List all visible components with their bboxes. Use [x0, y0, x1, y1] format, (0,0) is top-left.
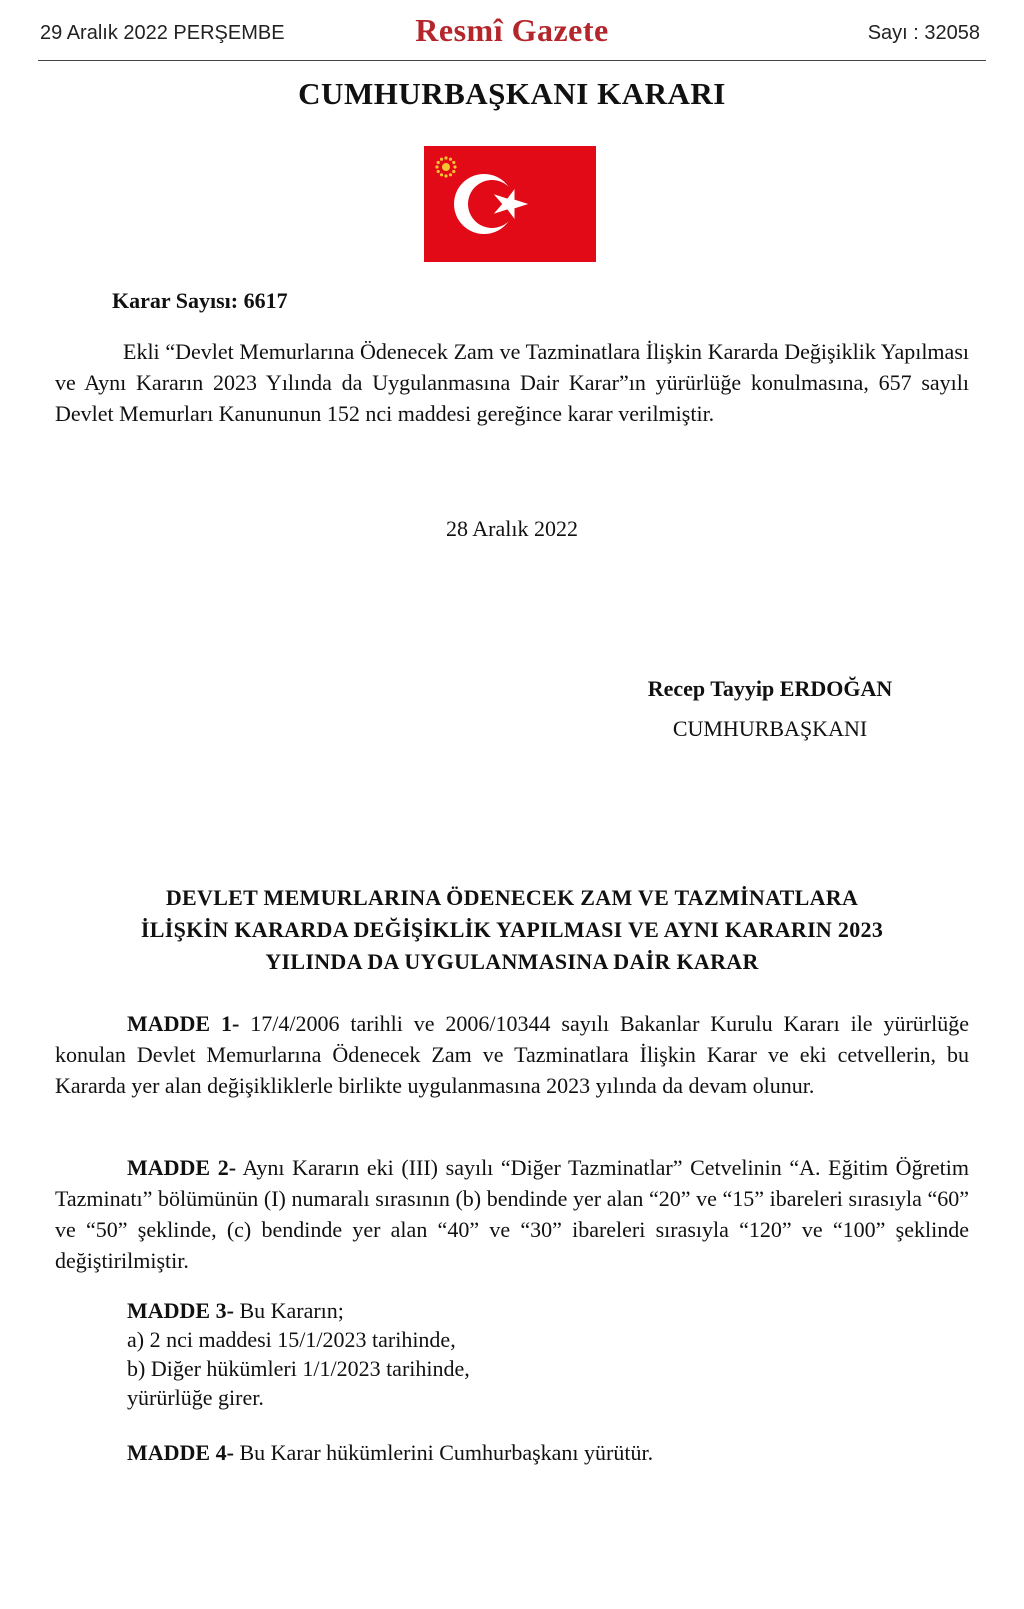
article-2 — [55, 1152, 969, 1276]
article-4 — [127, 1440, 653, 1466]
document-heading: CUMHURBAŞKANI KARARI — [298, 76, 726, 111]
decision-number: Karar Sayısı: 6617 — [112, 288, 288, 313]
signatory-title: CUMHURBAŞKANI — [672, 716, 868, 741]
issue-number: Sayı : 32058 — [867, 22, 980, 44]
gazette-title: Resmî Gazete — [415, 12, 609, 48]
article-label: MADDE 4- — [127, 1440, 234, 1465]
annex-title-line: DEVLET MEMURLARINA ÖDENECEK ZAM VE TAZMİNATLARA — [165, 885, 859, 910]
gazette-header — [38, 12, 986, 61]
annex-title-line: YILINDA DA UYGULANMASINA DAİR KARAR — [265, 949, 759, 974]
article-item: a) 2 nci maddesi 15/1/2023 tarihinde, — [127, 1327, 456, 1352]
article-text: Bu Kararın; — [233, 1298, 344, 1323]
annex-title — [100, 882, 924, 978]
article-label: MADDE 1- — [127, 1011, 240, 1036]
article-label: MADDE 3- — [127, 1298, 234, 1323]
article-text: Bu Karar hükümlerini Cumhurbaşkanı yürütür. — [233, 1440, 654, 1465]
issue-date: 29 Aralık 2022 PERŞEMBE — [40, 22, 285, 44]
article-text: Aynı Kararın eki (III) sayılı “Diğer Tazminatlar” Cetvelinin “A. Eğitim Öğretim Tazminatı” bölümünün (I) numaralı sırasının (b) bendinde yer alan “20” ve “15” ibareleri sırasıyla “60” ve “50” şeklinde, (c) bendinde yer alan “40” ve “30” ibareleri sırasıyla “120” ve “100” şeklinde değiştirilmiştir. — [55, 1155, 969, 1273]
article-3 — [127, 1296, 470, 1412]
article-closing: yürürlüğe girer. — [127, 1385, 264, 1410]
article-item: b) Diğer hükümleri 1/1/2023 tarihinde, — [127, 1356, 470, 1381]
signatory-name: Recep Tayyip ERDOĞAN — [647, 676, 893, 701]
decision-date: 28 Aralık 2022 — [446, 516, 578, 541]
annex-title-line: İLİŞKİN KARARDA DEĞİŞİKLİK YAPILMASI VE AYNI KARARIN 2023 — [140, 917, 884, 942]
turkish-flag-icon — [424, 146, 596, 262]
article-label: MADDE 2- — [127, 1155, 237, 1180]
article-text: 17/4/2006 tarihli ve 2006/10344 sayılı Bakanlar Kurulu Kararı ile yürürlüğe konulan Devlet Memurlarına Ödenecek Zam ve Tazminatlara İlişkin Karar ve eki cetvellerin, bu Kararda yer alan değişikliklerle birlikte uygulanmasına 2023 yılında da devam olunur. — [55, 1011, 969, 1098]
article-1 — [55, 1008, 969, 1101]
intro-paragraph: Ekli “Devlet Memurlarına Ödenecek Zam ve Tazminatlara İlişkin Kararda Değişiklik Yapılması ve Aynı Kararın 2023 Yılında da Uygulanmasına Dair Karar”ın yürürlüğe konulmasına, 657 sayılı Devlet Memurları Kanununun 152 nci maddesi gereğince karar verilmiştir. — [55, 339, 969, 426]
